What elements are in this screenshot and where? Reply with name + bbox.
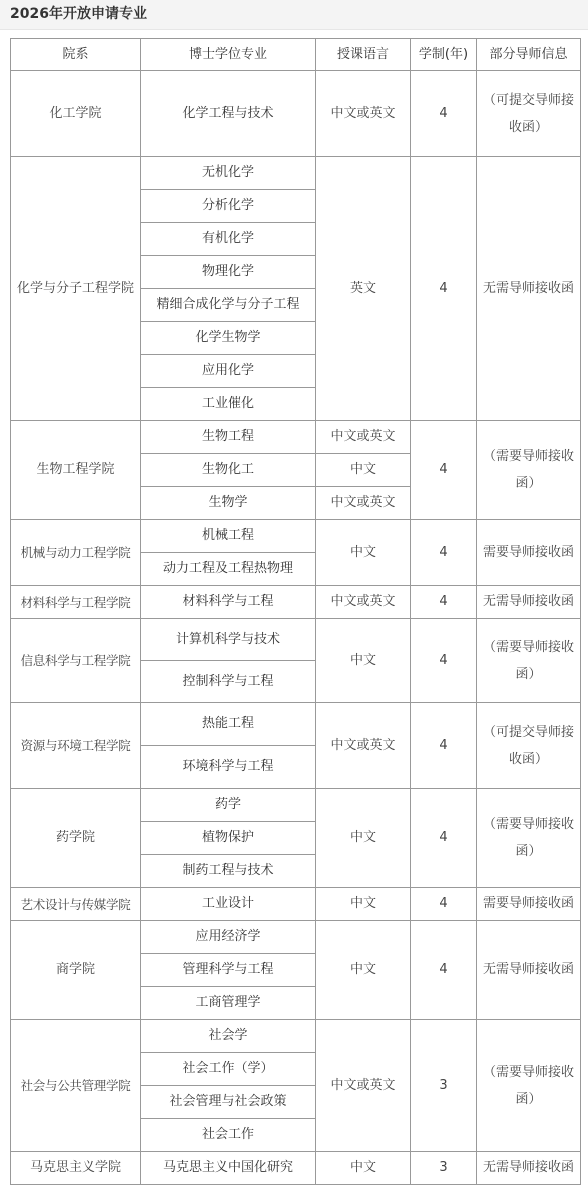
major-cell: 社会学 (141, 1020, 316, 1053)
header-major: 博士学位专业 (141, 39, 316, 71)
table-row (11, 520, 581, 553)
advisor-cell: 无需导师接收函 (477, 586, 581, 619)
advisor-cell: （需要导师接收函） (477, 619, 581, 703)
school-cell: 机械与动力工程学院 (11, 520, 141, 586)
major-cell: 药学 (141, 789, 316, 822)
school-cell: 药学院 (11, 789, 141, 888)
major-cell: 管理科学与工程 (141, 954, 316, 987)
advisor-cell: 无需导师接收函 (477, 1152, 581, 1185)
header-years: 学制(年) (411, 39, 477, 71)
major-cell: 植物保护 (141, 822, 316, 855)
language-cell: 中文 (316, 789, 411, 888)
language-cell: 中文或英文 (316, 703, 411, 789)
language-cell: 中文 (316, 921, 411, 1020)
major-cell: 环境科学与工程 (141, 746, 316, 789)
major-cell: 社会工作（学） (141, 1053, 316, 1086)
language-cell: 中文或英文 (316, 1020, 411, 1152)
school-cell: 资源与环境工程学院 (11, 703, 141, 789)
majors-table (10, 38, 581, 1185)
major-cell: 生物学 (141, 487, 316, 520)
school-cell: 化工学院 (11, 71, 141, 157)
years-cell: 4 (411, 888, 477, 921)
table-row (11, 157, 581, 190)
language-cell: 中文 (316, 520, 411, 586)
school-cell: 商学院 (11, 921, 141, 1020)
advisor-cell: （需要导师接收函） (477, 1020, 581, 1152)
table-row (11, 421, 581, 454)
major-cell: 工业设计 (141, 888, 316, 921)
header-advisor: 部分导师信息 (477, 39, 581, 71)
school-cell: 信息科学与工程学院 (11, 619, 141, 703)
major-cell: 热能工程 (141, 703, 316, 746)
table-row (11, 703, 581, 746)
years-cell: 3 (411, 1020, 477, 1152)
major-cell: 材料科学与工程 (141, 586, 316, 619)
major-cell: 物理化学 (141, 256, 316, 289)
major-cell: 制药工程与技术 (141, 855, 316, 888)
major-cell: 生物化工 (141, 454, 316, 487)
major-cell: 应用化学 (141, 355, 316, 388)
school-cell: 马克思主义学院 (11, 1152, 141, 1185)
school-cell: 化学与分子工程学院 (11, 157, 141, 421)
language-cell: 中文 (316, 1152, 411, 1185)
advisor-cell: （需要导师接收函） (477, 789, 581, 888)
page-title: 2026年开放申请专业 (0, 0, 588, 30)
years-cell: 4 (411, 421, 477, 520)
language-cell: 中文 (316, 619, 411, 703)
years-cell: 4 (411, 586, 477, 619)
major-cell: 机械工程 (141, 520, 316, 553)
major-cell: 无机化学 (141, 157, 316, 190)
major-cell: 控制科学与工程 (141, 661, 316, 703)
table-row (11, 921, 581, 954)
table-row (11, 1152, 581, 1185)
advisor-cell: 需要导师接收函 (477, 888, 581, 921)
major-cell: 应用经济学 (141, 921, 316, 954)
major-cell: 计算机科学与技术 (141, 619, 316, 661)
school-cell: 艺术设计与传媒学院 (11, 888, 141, 921)
major-cell: 生物工程 (141, 421, 316, 454)
advisor-cell: 无需导师接收函 (477, 921, 581, 1020)
major-cell: 有机化学 (141, 223, 316, 256)
header-school: 院系 (11, 39, 141, 71)
years-cell: 4 (411, 520, 477, 586)
table-row (11, 888, 581, 921)
advisor-cell: 需要导师接收函 (477, 520, 581, 586)
major-cell: 社会管理与社会政策 (141, 1086, 316, 1119)
table-row (11, 619, 581, 661)
language-cell: 中文 (316, 888, 411, 921)
table-row (11, 586, 581, 619)
years-cell: 4 (411, 157, 477, 421)
years-cell: 4 (411, 921, 477, 1020)
language-cell: 中文或英文 (316, 71, 411, 157)
major-cell: 社会工作 (141, 1119, 316, 1152)
advisor-cell: （可提交导师接收函） (477, 71, 581, 157)
advisor-cell: 无需导师接收函 (477, 157, 581, 421)
school-cell: 社会与公共管理学院 (11, 1020, 141, 1152)
table-header-row (11, 39, 581, 71)
language-cell: 中文或英文 (316, 487, 411, 520)
table-row (11, 71, 581, 157)
major-cell: 精细合成化学与分子工程 (141, 289, 316, 322)
language-cell: 中文 (316, 454, 411, 487)
years-cell: 4 (411, 619, 477, 703)
major-cell: 动力工程及工程热物理 (141, 553, 316, 586)
advisor-cell: （需要导师接收函） (477, 421, 581, 520)
years-cell: 3 (411, 1152, 477, 1185)
table-row (11, 1020, 581, 1053)
major-cell: 分析化学 (141, 190, 316, 223)
major-cell: 化学工程与技术 (141, 71, 316, 157)
school-cell: 生物工程学院 (11, 421, 141, 520)
years-cell: 4 (411, 703, 477, 789)
major-cell: 工业催化 (141, 388, 316, 421)
header-language: 授课语言 (316, 39, 411, 71)
table-row (11, 789, 581, 822)
years-cell: 4 (411, 71, 477, 157)
years-cell: 4 (411, 789, 477, 888)
language-cell: 英文 (316, 157, 411, 421)
major-cell: 工商管理学 (141, 987, 316, 1020)
major-cell: 化学生物学 (141, 322, 316, 355)
language-cell: 中文或英文 (316, 586, 411, 619)
advisor-cell: （可提交导师接收函） (477, 703, 581, 789)
school-cell: 材料科学与工程学院 (11, 586, 141, 619)
language-cell: 中文或英文 (316, 421, 411, 454)
major-cell: 马克思主义中国化研究 (141, 1152, 316, 1185)
